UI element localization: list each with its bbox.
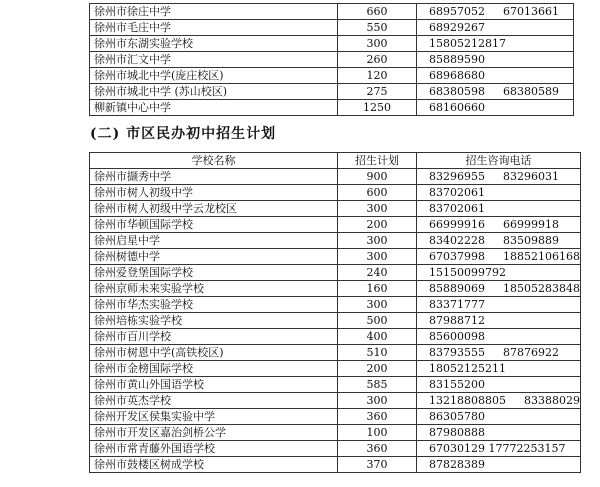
phone-cell [417,441,581,457]
table-row [90,425,581,441]
table-row [90,361,581,377]
school-name-cell: 徐州开发区侯集实验中学 [90,409,338,425]
school-name-cell: 徐州市汇文中学 [90,52,338,68]
school-name-cell: 柳新镇中心中学 [90,100,338,116]
phone-cell [417,4,574,20]
phone-number: 18505283848 [503,282,580,295]
school-name-cell: 徐州京师未来实验学校 [90,281,338,297]
table-row [90,441,581,457]
school-name-cell: 徐州市城北中学(庞庄校区) [90,68,338,84]
enrollment-count-cell: 500 [338,313,417,329]
phone-number: 83793555 [429,346,485,359]
phone-number: 83702061 [429,202,485,215]
table-row [90,281,581,297]
phone-number: 68380598 [429,85,485,98]
school-name-cell: 徐州爱登堡国际学校 [90,265,338,281]
enrollment-count-cell: 200 [338,361,417,377]
phone-number: 83509889 [503,234,559,247]
phone-cell [417,329,581,345]
phone-number: 83155200 [429,378,485,391]
enrollment-plan-header: 招生计划 [338,153,417,169]
table-row [90,265,581,281]
enrollment-count-cell: 1250 [338,100,417,116]
enrollment-count-cell: 120 [338,68,417,84]
table-row [90,185,581,201]
phone-number: 15805212817 [429,37,506,50]
school-name-cell: 徐州市百川学校 [90,329,338,345]
section-title: (二) 市区民办初中招生计划 [90,126,277,142]
phone-cell [417,68,574,84]
table-row [90,249,581,265]
table-row [90,100,574,116]
school-name-cell: 徐州市黄山外国语学校 [90,377,338,393]
school-name-cell: 徐州市城北中学 (苏山校区) [90,84,338,100]
enrollment-count-cell: 360 [338,409,417,425]
school-name-cell: 徐州市金榜国际学校 [90,361,338,377]
phone-cell [417,52,574,68]
phone-number: 87876922 [503,346,559,359]
school-name-cell: 徐州市开发区嘉治剑桥公学 [90,425,338,441]
phone-number: 87828389 [429,458,485,471]
school-name-cell: 徐州市树人初级中学 [90,185,338,201]
phone-number: 15150099792 [429,266,506,279]
enrollment-count-cell: 275 [338,84,417,100]
table-row [90,409,581,425]
enrollment-count-cell: 300 [338,201,417,217]
phone-cell [417,345,581,361]
school-name-cell: 徐州市鼓楼区树成学校 [90,457,338,473]
phone-number: 68380589 [503,85,559,98]
school-name-header: 学校名称 [90,153,338,169]
table-row [90,201,581,217]
enrollment-count-cell: 550 [338,20,417,36]
table-header-row [90,153,581,169]
table-row [90,36,574,52]
enrollment-count-cell: 240 [338,265,417,281]
enrollment-count-cell: 300 [338,36,417,52]
enrollment-count-cell: 300 [338,233,417,249]
phone-cell [417,313,581,329]
phone-number: 83371777 [429,298,485,311]
phone-number: 13218808805 [429,394,506,407]
phone-cell [417,361,581,377]
enrollment-count-cell: 510 [338,345,417,361]
phone-number: 67037998 [429,250,485,263]
enrollment-count-cell: 300 [338,249,417,265]
school-name-cell: 徐州市英杰学校 [90,393,338,409]
enrollment-count-cell: 100 [338,425,417,441]
phone-number: 68929267 [429,21,485,34]
school-name-cell: 徐州市毛庄中学 [90,20,338,36]
table-row [90,345,581,361]
phone-number: 66999918 [503,218,559,231]
enrollment-count-cell: 300 [338,393,417,409]
phone-cell [417,185,581,201]
phone-number: 85600098 [429,330,485,343]
phone-number: 87988712 [429,314,485,327]
school-name-cell: 徐州市树人初级中学云龙校区 [90,201,338,217]
school-name-cell: 徐州市撷秀中学 [90,169,338,185]
phone-header: 招生咨询电话 [417,153,581,169]
phone-cell [417,425,581,441]
phone-cell [417,169,581,185]
phone-cell [417,281,581,297]
enrollment-count-cell: 585 [338,377,417,393]
phone-cell [417,201,581,217]
table-row [90,457,581,473]
table-row [90,217,581,233]
phone-number: 85889590 [429,53,485,66]
private-schools-table [89,152,581,473]
school-name-cell: 徐州树德中学 [90,249,338,265]
phone-number: 83702061 [429,186,485,199]
phone-cell [417,84,574,100]
phone-cell [417,36,574,52]
phone-number: 66999916 [429,218,485,231]
phone-cell [417,265,581,281]
table-row [90,313,581,329]
public-schools-table [89,3,574,116]
phone-cell [417,217,581,233]
phone-number: 18052125211 [429,362,506,375]
phone-number: 68957052 [429,5,485,18]
table-row [90,52,574,68]
phone-number: 83296955 [429,170,485,183]
school-name-cell: 徐州市华顿国际学校 [90,217,338,233]
school-name-cell: 徐州市东湖实验学校 [90,36,338,52]
school-name-cell: 徐州市徐庄中学 [90,4,338,20]
school-name-cell: 徐州市常青藤外国语学校 [90,441,338,457]
phone-cell [417,377,581,393]
school-name-cell: 徐州启星中学 [90,233,338,249]
phone-cell [417,457,581,473]
enrollment-count-cell: 600 [338,185,417,201]
enrollment-count-cell: 160 [338,281,417,297]
phone-number: 68160660 [429,101,485,114]
table-row [90,233,581,249]
phone-number: 83402228 [429,234,485,247]
enrollment-count-cell: 300 [338,297,417,313]
phone-cell [417,233,581,249]
table-row [90,329,581,345]
phone-number: 85889069 [429,282,485,295]
enrollment-count-cell: 260 [338,52,417,68]
enrollment-count-cell: 200 [338,217,417,233]
phone-number: 67013661 [503,5,559,18]
school-name-cell: 徐州市树恩中学(高铁校区) [90,345,338,361]
table-row [90,169,581,185]
phone-number: 83296031 [503,170,559,183]
phone-cell [417,100,574,116]
phone-number: 86305780 [429,410,485,423]
phone-cell [417,20,574,36]
school-name-cell: 徐州培栋实验学校 [90,313,338,329]
phone-number: 18852106168 [503,250,580,263]
enrollment-count-cell: 900 [338,169,417,185]
table-row [90,377,581,393]
phone-number: 87980888 [429,426,485,439]
phone-cell [417,297,581,313]
table-row [90,68,574,84]
phone-number: 67030129 17772253157 [429,442,566,455]
phone-number: 83388029 [523,394,580,407]
enrollment-count-cell: 660 [338,4,417,20]
table-row [90,4,574,20]
phone-cell [417,393,581,409]
phone-cell [417,409,581,425]
enrollment-count-cell: 360 [338,441,417,457]
table-row [90,84,574,100]
table-row [90,393,581,409]
phone-cell [417,249,581,265]
enrollment-count-cell: 370 [338,457,417,473]
table-row [90,297,581,313]
table-row [90,20,574,36]
school-name-cell: 徐州市华杰实验学校 [90,297,338,313]
phone-number: 68968680 [429,69,485,82]
enrollment-count-cell: 400 [338,329,417,345]
